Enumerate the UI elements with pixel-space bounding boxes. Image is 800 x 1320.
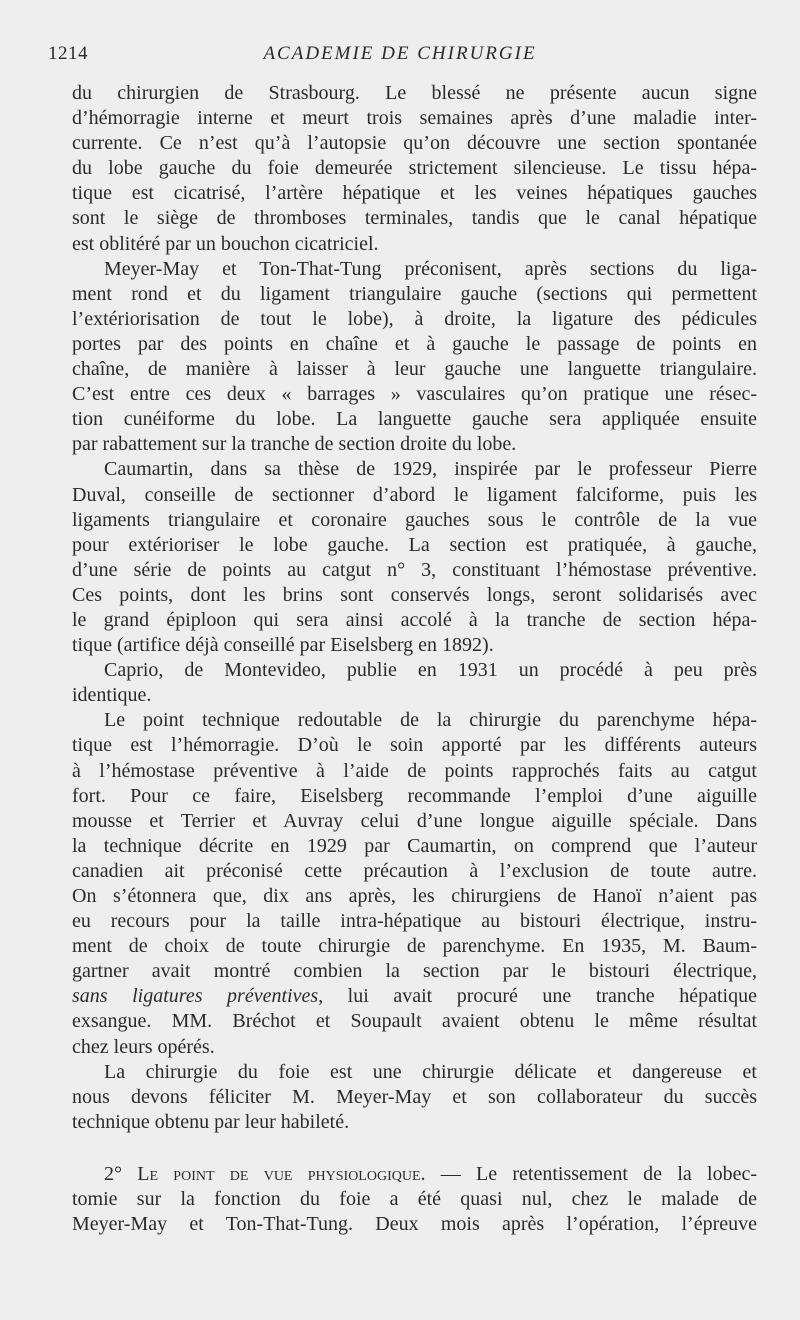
paragraph-1 [72,81,757,257]
text-line: technique obtenu par leur habileté. [72,1110,350,1133]
text-line: du lobe gauche du foie demeurée strictement silencieuse. Le tissu hépa- [72,157,757,180]
text-line: exsangue. MM. Bréchot et Soupault avaient obtenu le même résultat [72,1010,757,1033]
italic-phrase: sans ligatures préventives, [72,985,324,1008]
text-line: ment de choix de toute chirurgie de parenchyme. En 1935, M. Baum- [72,935,757,958]
text-line: fort. Pour ce faire, Eiselsberg recommande l’emploi d’une aiguille [72,784,757,807]
text-line: Caumartin, dans sa thèse de 1929, inspirée par le professeur Pierre [104,458,757,481]
text-line: Meyer-May et Ton-That-Tung. Deux mois après l’opération, l’épreuve [72,1213,757,1236]
text-line: Le point technique redoutable de la chirurgie du parenchyme hépa- [104,709,757,732]
text-line: tomie sur la fonction du foie a été quasi nul, chez le malade de [72,1188,757,1211]
section-gap [72,1135,757,1162]
page-body [72,81,757,1237]
text-line: ment rond et du ligament triangulaire gauche (sections qui permettent [72,282,757,305]
paragraph-4 [72,658,757,708]
section-heading-line [72,1162,757,1187]
text-line: Meyer-May et Ton-That-Tung préconisent, après sections du liga- [104,257,757,280]
text-line: portes par des points en chaîne et à gauche le passage de points en [72,332,757,355]
text-line: Ces points, dont les brins sont conservés longs, seront solidarisés avec [72,583,757,606]
text-line: par rabattement sur la tranche de section droite du lobe. [72,433,517,456]
paragraph-2 [72,257,757,458]
text-line: l’extériorisation de tout le lobe), à droite, la ligature des pédicules [72,307,757,330]
text-line: chaîne, de manière à laisser à leur gauche une languette triangulaire. [72,358,757,381]
paragraph-5 [72,708,757,1059]
section-number: 2° [104,1162,122,1185]
paragraph-3 [72,457,757,658]
text-line: chez leurs opérés. [72,1035,215,1058]
text-line: ligaments triangulaire et coronaire gauches sous le contrôle de la vue [72,508,757,531]
text-line: à l’hémostase préventive à l’aide de points rapprochés faits au catgut [72,759,757,782]
text-line: identique. [72,684,152,707]
text-line: Caprio, de Montevideo, publie en 1931 un procédé à peu près [104,659,757,682]
text-line: d’une série de points au catgut n° 3, constituant l’hémostase préventive. [72,558,757,581]
text-line: eu recours pour la taille intra-hépatique au bistouri électrique, instru- [72,910,757,933]
text-line: le grand épiploon qui sera ainsi accolé à la tranche de section hépa- [72,608,757,631]
text-line: tique est l’hémorragie. D’où le soin apporté par les différents auteurs [72,734,757,757]
text-line [72,984,757,1009]
text-line: mousse et Terrier et Auvray celui d’une longue aiguille spéciale. Dans [72,809,757,832]
text-line: currente. Ce n’est qu’à l’autopsie qu’on découvre une section spontanée [72,132,757,155]
page-number: 1214 [48,43,88,64]
text-line: du chirurgien de Strasbourg. Le blessé ne présente aucun signe [72,82,757,104]
text-line: tique (artifice déjà conseillé par Eiselsberg en 1892). [72,634,494,657]
text-line: la technique décrite en 1929 par Caumartin, on comprend que l’auteur [72,834,757,857]
text-line: pour extérioriser le lobe gauche. La section est pratiquée, à gauche, [72,533,757,556]
text-line: d’hémorragie interne et meurt trois semaines après d’une maladie inter- [72,107,757,130]
page-header [0,0,800,64]
text-line: On s’étonnera que, dix ans après, les chirurgiens de Hanoï n’aient pas [72,885,757,907]
paragraph-6 [72,1060,757,1135]
text-line: tion cunéiforme du lobe. La languette gauche sera appliquée ensuite [72,408,757,431]
text-line: C’est entre ces deux « barrages » vasculaires qu’on pratique une résec- [72,383,757,406]
text-line: nous devons féliciter M. Meyer-May et son collaborateur du succès [72,1085,757,1108]
text-fragment: lui avait procuré une tranche hépatique [323,985,757,1008]
text-line: sont le siège de thromboses terminales, tandis que le canal hépatique [72,207,757,230]
text-line: canadien ait préconisé cette précaution à l’exclusion de toute autre. [72,859,757,882]
section-heading: Le point de vue physiologique. [137,1162,426,1185]
text-line: La chirurgie du foie est une chirurgie délicate et dangereuse et [104,1060,757,1083]
section-physiologique [72,1162,757,1237]
text-fragment: — Le retentissement de la lobec- [425,1162,757,1185]
running-title: ACADEMIE DE CHIRURGIE [263,43,537,64]
text-line: gartner avait montré combien la section par le bistouri électrique, [72,960,757,983]
text-line: tique est cicatrisé, l’artère hépatique et les veines hépatiques gauches [72,182,757,205]
text-line: est oblitéré par un bouchon cicatriciel. [72,232,379,255]
text-line: Duval, conseille de sectionner d’abord le ligament falciforme, puis les [72,483,757,506]
